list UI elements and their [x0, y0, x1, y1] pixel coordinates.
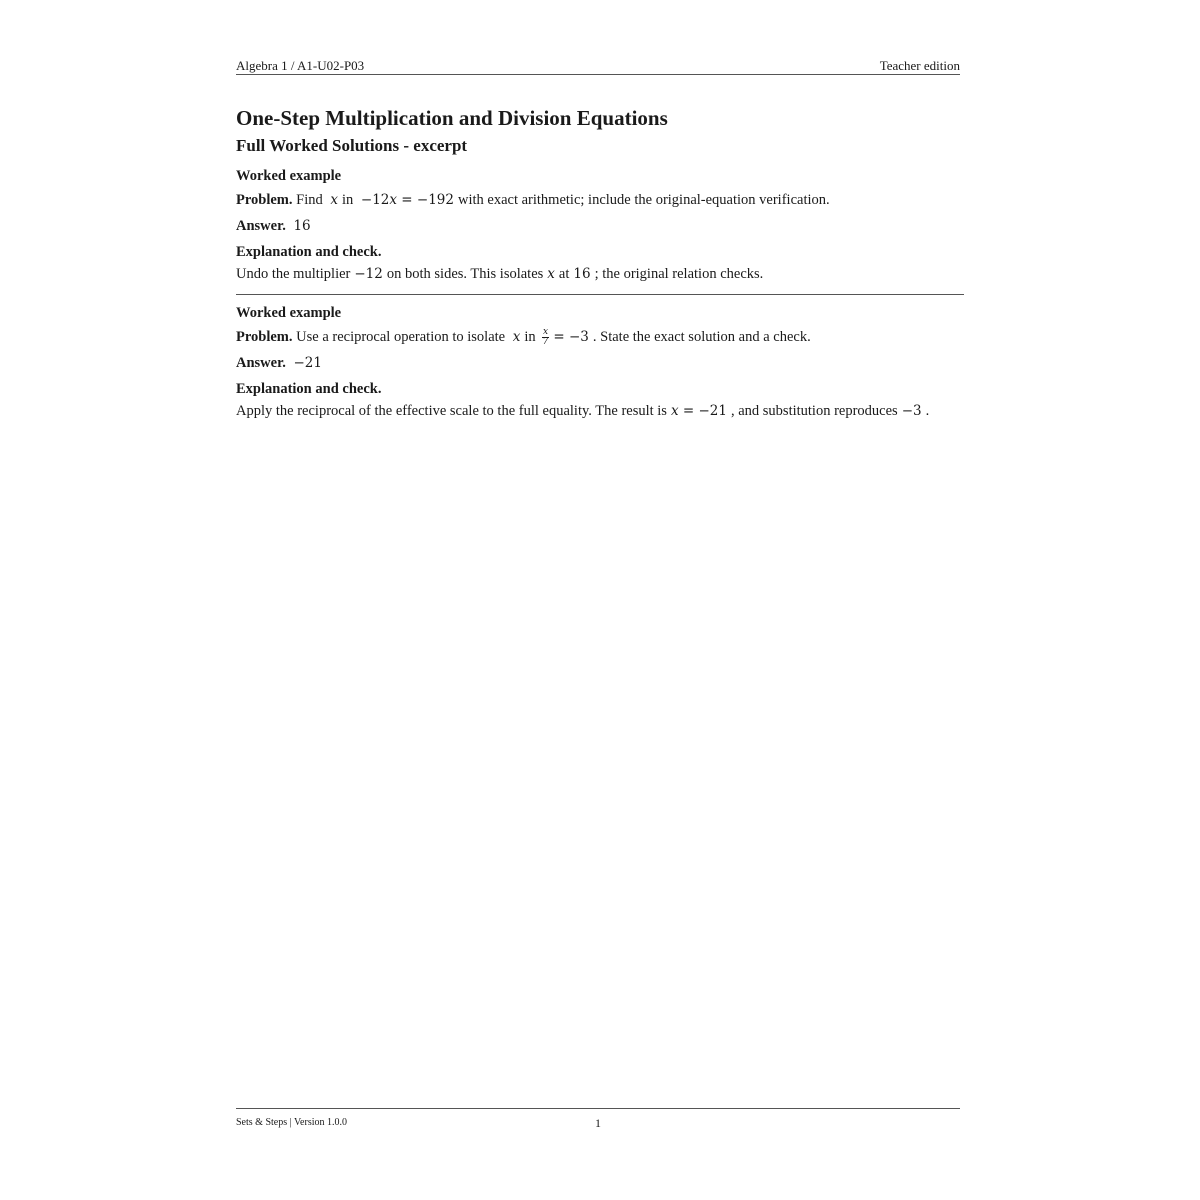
answer-value: 16 [293, 218, 311, 234]
example-heading: Worked example [236, 168, 342, 184]
answer-label: Answer. [236, 218, 286, 234]
problem-label: Problem. [236, 192, 293, 208]
variable-math: x [330, 192, 338, 208]
section-divider [236, 294, 964, 295]
problem-label: Problem. [236, 329, 293, 345]
answer-label: Answer. [236, 355, 286, 372]
explanation-heading: Explanation and check. [236, 244, 382, 260]
footer-publisher: Sets & Steps | Version 1.0.0 [236, 1117, 347, 1128]
problem-text: Use a reciprocal operation to isolate [296, 329, 506, 345]
page-title: One-Step Multiplication and Division Equations [236, 106, 668, 130]
explanation-heading: Explanation and check. [236, 381, 382, 398]
problem-text: Find [296, 192, 323, 208]
equation-math: −12x = −192 [360, 192, 454, 208]
explanation-text: Apply the reciprocal of the effective scale to the full equality. The result is x = −21 , and substitution reproduces −3 . [236, 403, 930, 420]
worked-example-1 [236, 166, 964, 284]
course-code: Algebra 1 / A1-U02-P03 [236, 58, 365, 73]
problem-text: in [524, 329, 536, 345]
worked-example-2 [236, 303, 964, 421]
problem-statement [236, 190, 964, 210]
explanation-text: Undo the multiplier −12 on both sides. This isolates x at 16 ; the original relation checks. [236, 266, 764, 282]
problem-statement [236, 327, 964, 347]
edition-label: Teacher edition [879, 58, 960, 73]
problem-text: with exact arithmetic; include the original-equation verification. [458, 192, 830, 208]
answer-line [236, 353, 964, 373]
answer-line [236, 216, 964, 236]
page-content [236, 104, 964, 421]
fraction-math: $\frac{x}{7}$ [542, 327, 549, 348]
answer-value: −21 [293, 355, 322, 372]
problem-text: . State the exact solution and a check. [592, 329, 811, 345]
equation-math: = −3 [553, 329, 589, 345]
problem-text: in [341, 192, 354, 208]
page-number: 1 [595, 1116, 601, 1130]
variable-math: x [512, 329, 521, 345]
page-footer [236, 1108, 960, 1130]
example-heading: Worked example [236, 305, 342, 321]
running-header [236, 58, 960, 75]
page-subtitle: Full Worked Solutions - excerpt [236, 136, 468, 155]
